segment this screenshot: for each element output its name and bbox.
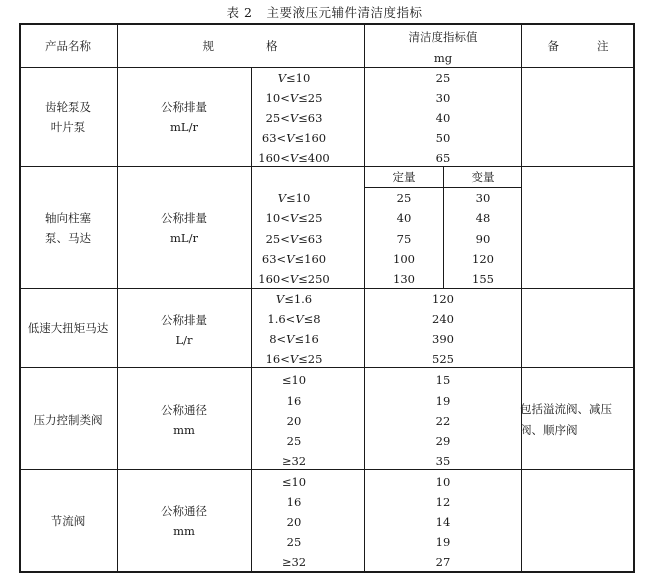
low-speed-range-4: 16<V≤25 xyxy=(265,352,323,366)
throttle-size-3: 20 xyxy=(286,515,302,529)
throttle-valve-name: 节流阀 xyxy=(50,514,86,528)
throttle-value-2: 12 xyxy=(435,495,451,509)
gear-pump-range-2: 10<V≤25 xyxy=(265,91,323,105)
low-speed-value-4: 525 xyxy=(432,352,454,366)
axial-range-1: V≤10 xyxy=(277,191,311,205)
axial-col-variable: 变量 xyxy=(471,170,495,184)
axial-variable-2: 48 xyxy=(475,211,491,225)
col-divider-index xyxy=(364,23,365,572)
throttle-value-3: 14 xyxy=(435,515,451,529)
low-speed-range-3: 8<V≤16 xyxy=(269,332,319,346)
table-caption xyxy=(0,3,649,21)
axial-variable-1: 30 xyxy=(475,191,491,205)
axial-range-2: 10<V≤25 xyxy=(265,211,323,225)
low-speed-motor-param: 公称排量 L/r xyxy=(161,313,207,347)
header-product-name: 产品名称 xyxy=(45,39,91,53)
group-divider-2 xyxy=(19,288,635,289)
throttle-value-5: 27 xyxy=(435,555,451,569)
low-speed-range-2: 1.6<V≤8 xyxy=(267,312,321,326)
axial-variable-5: 155 xyxy=(472,272,494,286)
axial-fixed-5: 130 xyxy=(393,272,415,286)
throttle-size-1: ≤10 xyxy=(281,475,307,489)
gear-pump-range-4: 63<V≤160 xyxy=(261,131,327,145)
axial-piston-name: 轴向柱塞 泵、马达 xyxy=(45,211,91,245)
header-spec: 规 格 xyxy=(202,39,278,53)
axial-range-4: 63<V≤160 xyxy=(261,252,327,266)
gear-pump-value-5: 65 xyxy=(435,151,451,165)
group-divider-3 xyxy=(19,367,635,368)
gear-pump-name: 齿轮泵及 叶片泵 xyxy=(45,100,91,134)
header-note: 备 注 xyxy=(547,39,609,53)
throttle-size-2: 16 xyxy=(286,495,302,509)
pressure-valve-note: 包括溢流阀、减压阀、顺序阀 xyxy=(520,402,612,437)
pressure-size-3: 20 xyxy=(286,414,302,428)
pressure-value-4: 29 xyxy=(435,434,451,448)
pressure-size-1: ≤10 xyxy=(281,373,307,387)
low-speed-motor-name: 低速大扭矩马达 xyxy=(27,321,109,335)
cleanliness-table xyxy=(19,23,635,573)
col-divider-range xyxy=(251,67,252,572)
axial-piston-param: 公称排量 mL/r xyxy=(161,211,207,245)
axial-col-fixed: 定量 xyxy=(392,170,416,184)
pressure-valve-param: 公称通径 mm xyxy=(161,403,207,437)
table-bottom-border xyxy=(19,571,635,573)
gear-pump-value-4: 50 xyxy=(435,131,451,145)
table-number: 表 2 xyxy=(226,5,253,20)
col-divider-fixed-variable xyxy=(443,166,444,288)
gear-pump-value-1: 25 xyxy=(435,71,451,85)
pressure-value-5: 35 xyxy=(435,454,451,468)
pressure-size-4: 25 xyxy=(286,434,302,448)
throttle-size-5: ≥32 xyxy=(281,555,307,569)
col-divider-product xyxy=(117,23,118,572)
table-top-border xyxy=(19,23,635,25)
throttle-valve-param: 公称通径 mm xyxy=(161,504,207,538)
gear-pump-range-5: 160<V≤400 xyxy=(258,151,330,165)
pressure-value-3: 22 xyxy=(435,414,451,428)
pressure-size-2: 16 xyxy=(286,394,302,408)
table-right-border xyxy=(633,23,635,573)
pressure-value-1: 15 xyxy=(435,373,451,387)
header-unit: mg xyxy=(433,51,453,65)
throttle-value-1: 10 xyxy=(435,475,451,489)
gear-pump-value-2: 30 xyxy=(435,91,451,105)
header-cleanliness-index: 清洁度指标值 xyxy=(408,30,478,44)
low-speed-range-1: V≤1.6 xyxy=(275,292,313,306)
gear-pump-range-3: 25<V≤63 xyxy=(265,111,323,125)
axial-fixed-2: 40 xyxy=(396,211,412,225)
group-divider-4 xyxy=(19,469,635,470)
pressure-size-5: ≥32 xyxy=(281,454,307,468)
gear-pump-param: 公称排量 mL/r xyxy=(161,100,207,134)
pressure-value-2: 19 xyxy=(435,394,451,408)
axial-fixed-4: 100 xyxy=(393,252,415,266)
axial-range-5: 160<V≤250 xyxy=(258,272,330,286)
pressure-valve-name: 压力控制类阀 xyxy=(33,413,103,427)
group-divider-1 xyxy=(19,166,635,167)
axial-fixed-1: 25 xyxy=(396,191,412,205)
axial-fixed-3: 75 xyxy=(396,232,412,246)
axial-variable-3: 90 xyxy=(475,232,491,246)
gear-pump-value-3: 40 xyxy=(435,111,451,125)
table-title: 主要液压元辅件清洁度指标 xyxy=(266,5,423,20)
throttle-size-4: 25 xyxy=(286,535,302,549)
low-speed-value-2: 240 xyxy=(432,312,454,326)
low-speed-value-1: 120 xyxy=(432,292,454,306)
gear-pump-range-1: V≤10 xyxy=(277,71,311,85)
table-left-border xyxy=(19,23,21,573)
col-divider-note xyxy=(521,23,522,572)
header-divider xyxy=(19,67,635,68)
axial-variable-4: 120 xyxy=(472,252,494,266)
low-speed-value-3: 390 xyxy=(432,332,454,346)
axial-range-3: 25<V≤63 xyxy=(265,232,323,246)
throttle-value-4: 19 xyxy=(435,535,451,549)
